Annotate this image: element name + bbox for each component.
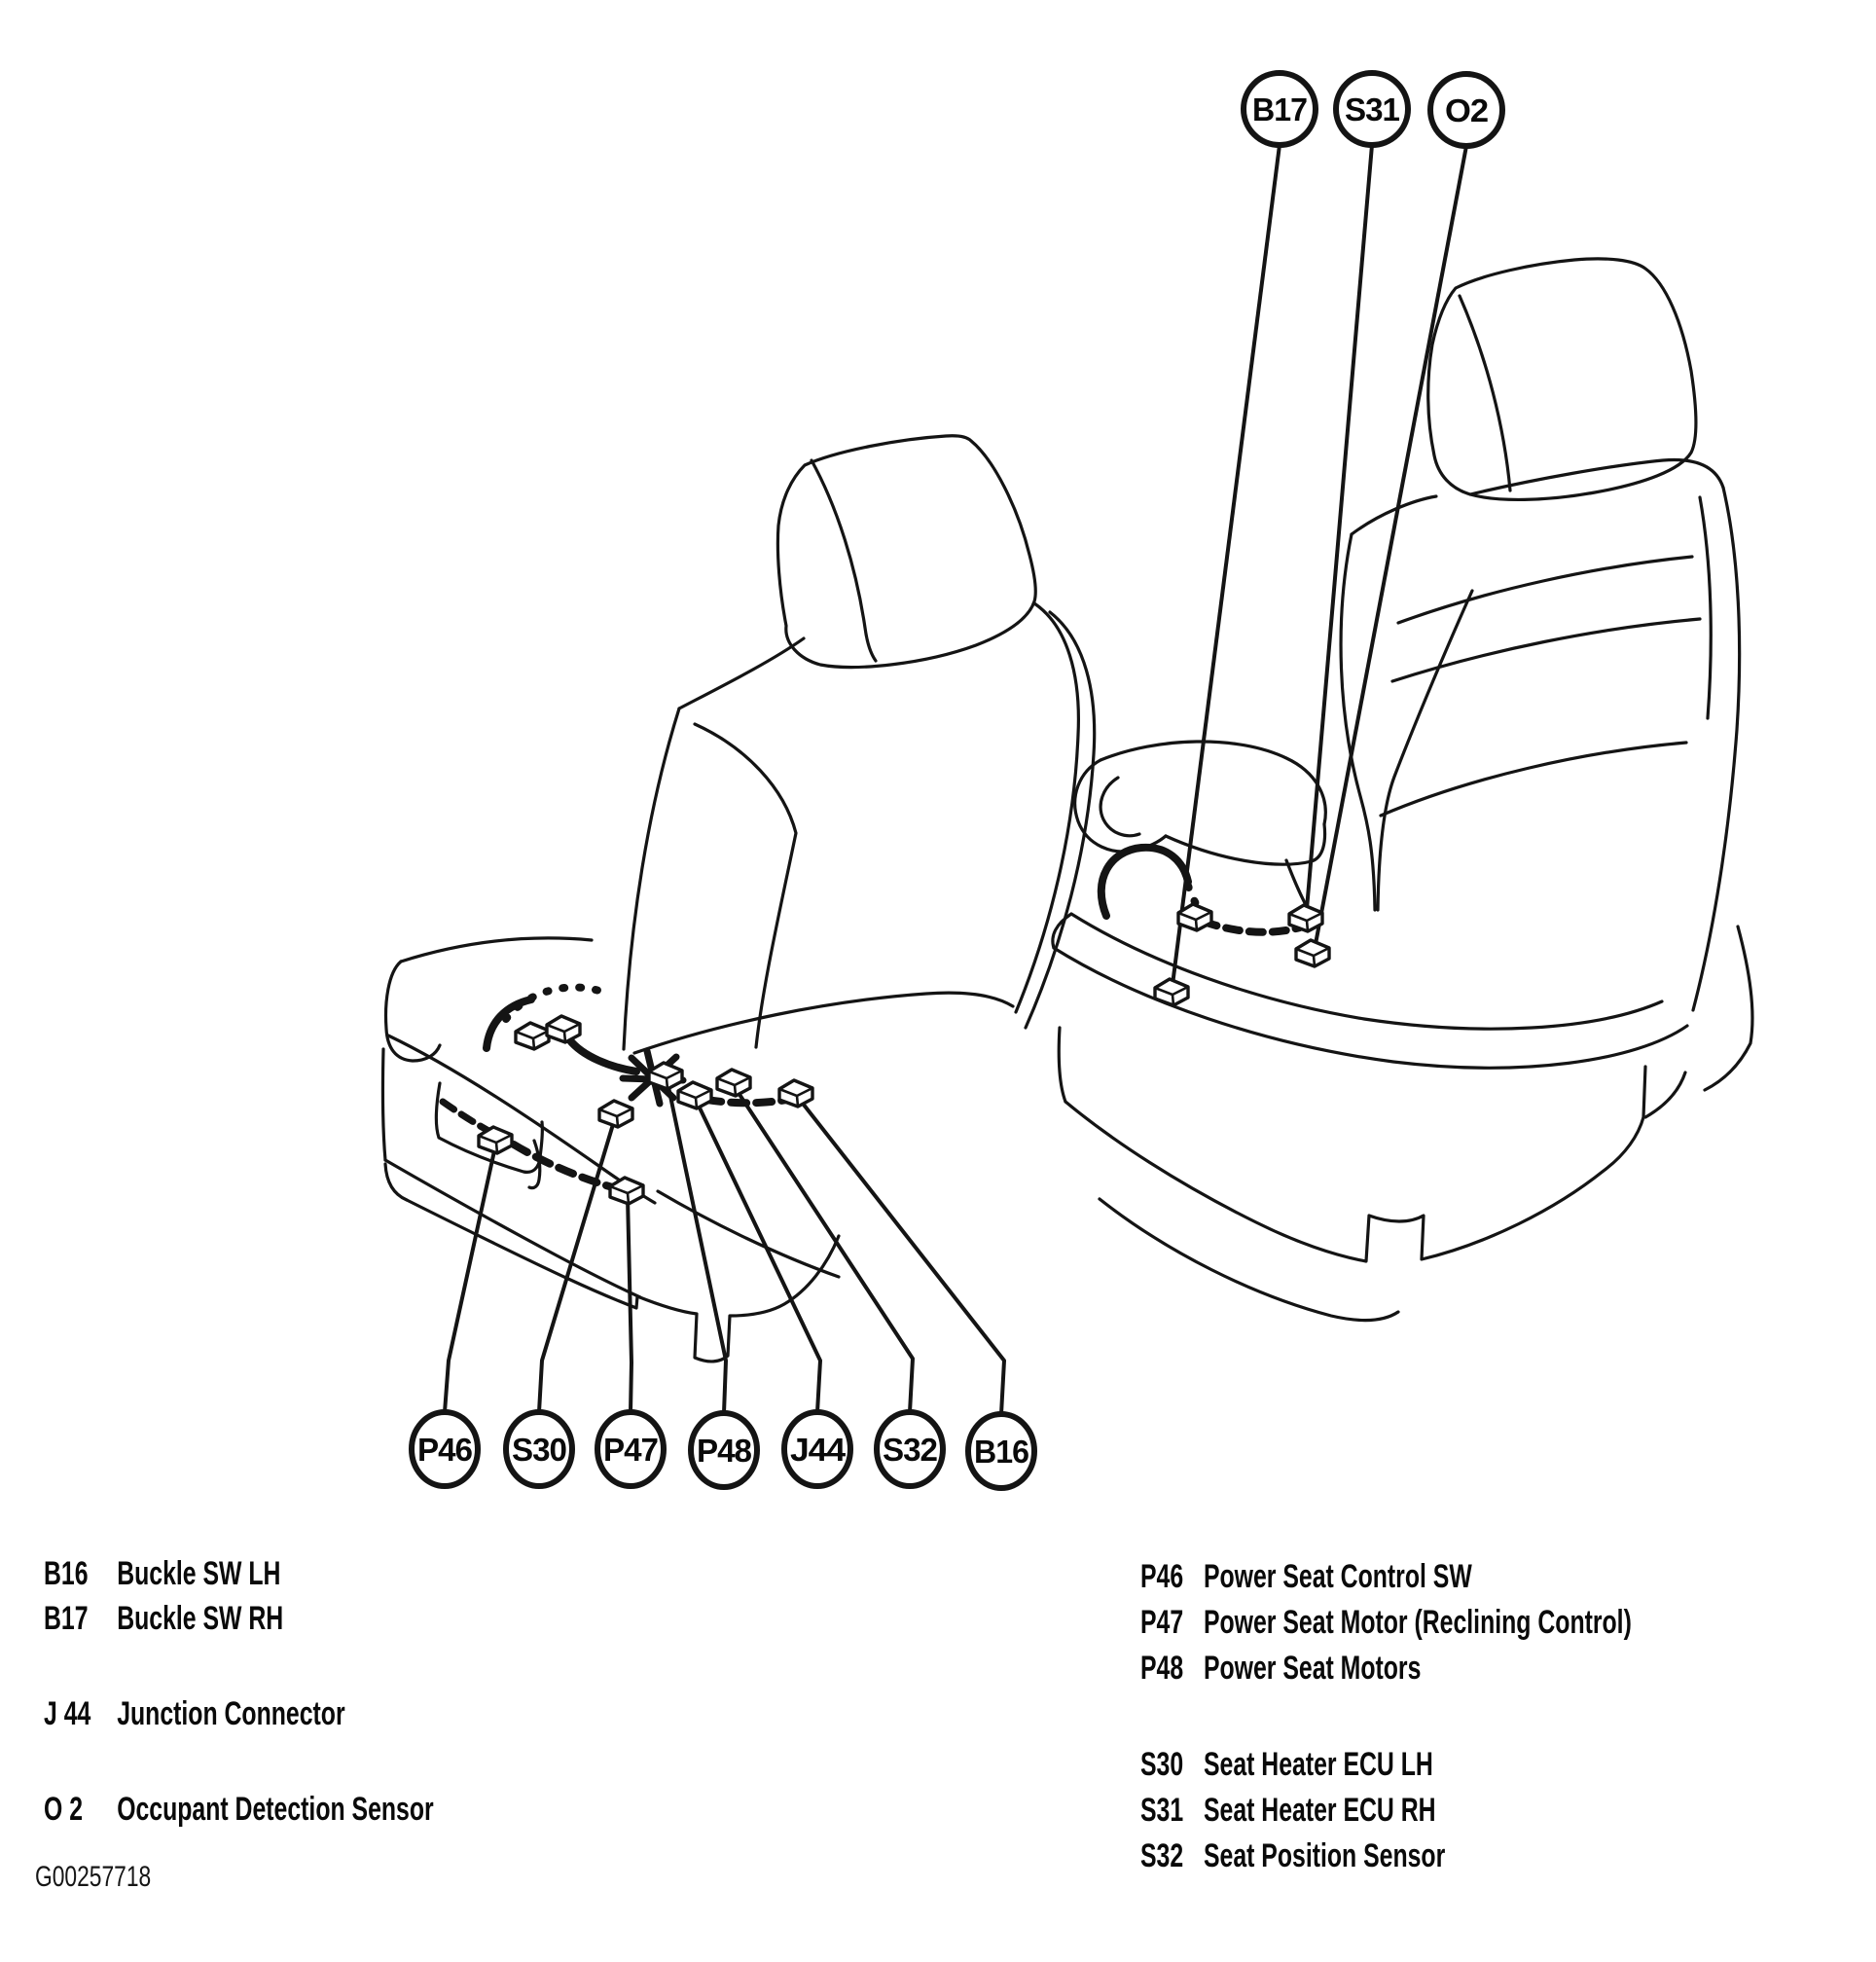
legend-code: B16 (44, 1555, 89, 1592)
left-backrest-shoulder (679, 638, 804, 708)
legend-name: Power Seat Motors (1203, 1650, 1422, 1687)
callout-B16 (968, 1414, 1034, 1488)
right-seat-illustration (1053, 259, 1752, 1321)
callout-label: J44 (790, 1432, 847, 1468)
left-headrest-front-seam (812, 460, 876, 661)
right-backrest-front-seam-1 (1398, 557, 1692, 623)
callout-S32 (877, 1412, 943, 1486)
legend-code: P46 (1140, 1558, 1184, 1595)
legend-name: Power Seat Control SW (1203, 1558, 1472, 1595)
legend-code: P47 (1140, 1604, 1184, 1641)
harness-left-s-curve (569, 1039, 636, 1072)
right-backrest-right-seam (1700, 497, 1711, 718)
left-cushion-back-edge (401, 938, 592, 962)
callout-P47 (597, 1412, 664, 1486)
right-headrest-front-seam (1460, 296, 1510, 490)
left-backrest-right-edge (1016, 603, 1078, 1012)
legend-row-B16 (44, 1551, 434, 1596)
right-backrest-left-edge-inner (1378, 591, 1472, 910)
legend-name: Seat Position Sensor (1203, 1837, 1446, 1874)
right-backrest-front-seam-3 (1381, 743, 1686, 816)
connector-left-seat-4 (678, 1082, 711, 1108)
callout-S31 (1336, 73, 1408, 145)
connector-left-seat-1 (547, 1016, 580, 1042)
callout-J44 (784, 1412, 850, 1486)
legend-row-S30 (1140, 1742, 1632, 1788)
connector-left-seat-8 (610, 1178, 643, 1204)
legend-row-P48 (1140, 1646, 1632, 1691)
left-switch-hook (529, 1141, 540, 1188)
legend-left-column (44, 1551, 578, 1832)
harness-right-run (1204, 922, 1300, 932)
left-backrest-left-edge (624, 708, 679, 1049)
legend-name: Seat Heater ECU RH (1203, 1792, 1436, 1829)
leader-line-P47 (628, 1197, 631, 1412)
callout-label: P47 (603, 1432, 658, 1468)
connector-left-seat-3 (599, 1101, 632, 1127)
callout-circles (412, 73, 1502, 1488)
legend-code: P48 (1140, 1650, 1184, 1687)
right-backrest-front-seam-2 (1392, 619, 1700, 681)
legend-name: Buckle SW RH (117, 1600, 284, 1637)
connector-left-seat-6 (779, 1080, 812, 1107)
callout-label: B16 (974, 1434, 1029, 1470)
callout-label: P46 (417, 1432, 473, 1468)
legend-row-S32 (1140, 1834, 1632, 1879)
connector-right-seat-1 (1289, 905, 1322, 931)
right-armrest-inner-seam (1100, 778, 1139, 836)
right-cushion-rim-bottom (1054, 948, 1687, 1068)
callout-P46 (412, 1412, 478, 1486)
callout-label: B17 (1252, 91, 1307, 127)
connector-left-seat-0 (516, 1023, 549, 1049)
leader-line-B17 (1172, 145, 1280, 985)
legend-name: Seat Heater ECU LH (1203, 1746, 1433, 1783)
legend-code: J 44 (44, 1695, 91, 1732)
legend-row-P47 (1140, 1600, 1632, 1646)
callout-label: S31 (1345, 91, 1400, 127)
connector-left-seat-7 (479, 1127, 512, 1153)
legend-row-B17 (44, 1596, 434, 1641)
legend-code: S32 (1140, 1837, 1184, 1874)
callout-B17 (1244, 73, 1316, 145)
legend-row-P46 (1140, 1554, 1632, 1600)
connector-left-seat-5 (717, 1070, 750, 1096)
legend-code: S30 (1140, 1746, 1184, 1783)
right-cushion-rim-top (1071, 914, 1662, 1029)
callout-label: S32 (883, 1432, 938, 1468)
legend-right-column (1140, 1554, 1814, 1879)
callout-label: S30 (512, 1432, 566, 1468)
left-cushion-front-bottom (385, 1160, 640, 1297)
callout-O2 (1430, 74, 1502, 146)
legend-name: Buckle SW LH (117, 1555, 281, 1592)
left-cushion-side-face (382, 1049, 385, 1160)
left-base-bottom (407, 1200, 839, 1362)
left-backrest-seam (695, 724, 796, 1047)
right-side-lower-edge (1705, 926, 1752, 1090)
callout-label: P48 (697, 1433, 752, 1469)
legend-row-J44 (44, 1691, 434, 1736)
left-seat-illustration (382, 436, 1094, 1362)
left-cushion-left-cap (386, 962, 440, 1061)
connector-right-seat-0 (1178, 904, 1211, 930)
right-base-left-face (1059, 1028, 1065, 1102)
connector-boxes (479, 904, 1329, 1204)
legend-code: S31 (1140, 1792, 1184, 1829)
legend-code: B17 (44, 1600, 89, 1637)
harness-right-loop (1101, 848, 1188, 916)
connector-right-seat-3 (1155, 979, 1188, 1005)
right-backrest-right-edge (1693, 488, 1740, 1010)
leader-line-S32 (737, 1090, 913, 1412)
right-base-step (1645, 1072, 1685, 1117)
callout-P48 (691, 1413, 757, 1487)
left-backrest-base-seam (634, 993, 1013, 1053)
right-armrest-top (1100, 742, 1325, 824)
callout-label: O2 (1445, 92, 1489, 128)
connector-right-seat-2 (1296, 940, 1329, 966)
callout-S30 (506, 1412, 572, 1486)
leader-line-P46 (445, 1146, 495, 1412)
legend-name: Occupant Detection Sensor (117, 1791, 434, 1828)
harness-left-dotted-arc (506, 988, 599, 1019)
legend-row-S31 (1140, 1788, 1632, 1834)
leader-line-J44 (697, 1102, 820, 1412)
right-headrest-outline (1428, 259, 1696, 500)
legend-row-O2 (44, 1787, 434, 1832)
legend-name: Power Seat Motor (Reclining Control) (1203, 1604, 1632, 1641)
leader-line-B16 (800, 1100, 1004, 1414)
right-base-bottom (1065, 1067, 1645, 1261)
legend-code: O 2 (44, 1791, 84, 1828)
connector-left-seat-2 (649, 1063, 682, 1089)
legend-name: Junction Connector (117, 1695, 345, 1732)
figure-id: G00257718 (35, 1861, 152, 1893)
leader-line-P48 (667, 1082, 726, 1413)
